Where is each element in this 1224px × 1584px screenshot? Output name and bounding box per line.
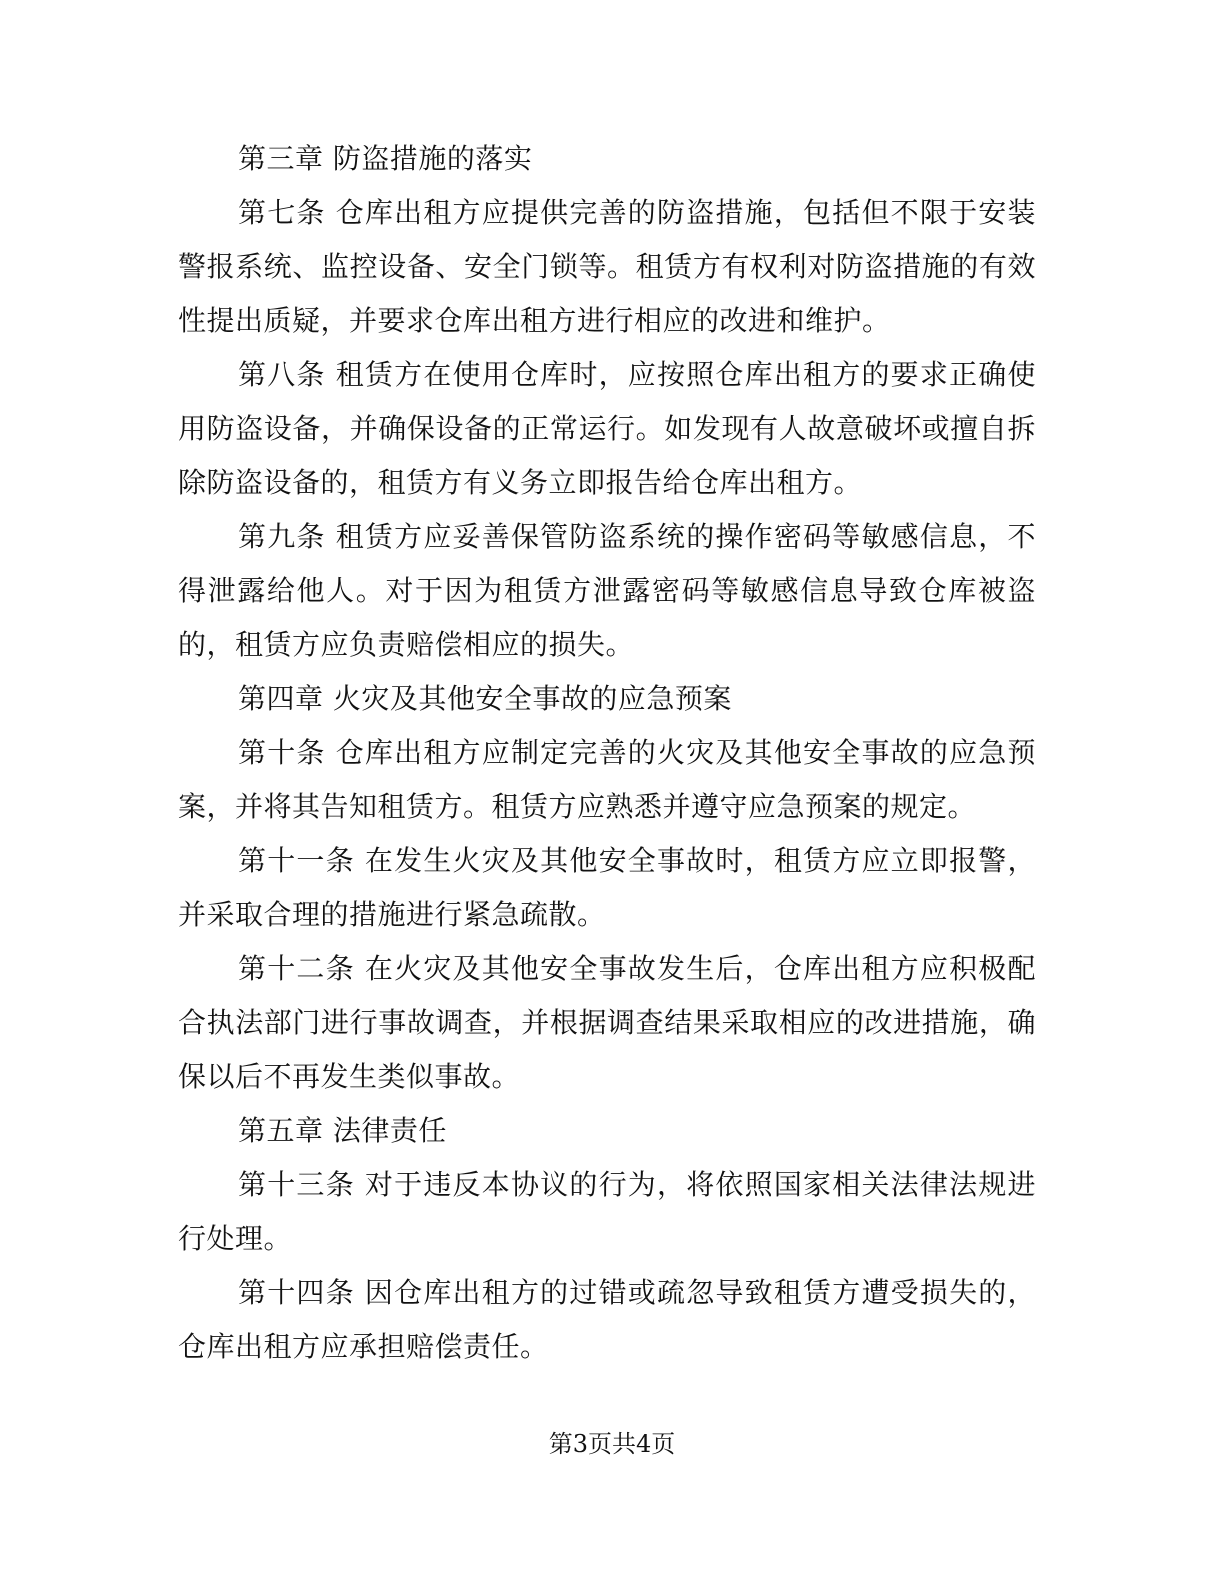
article-13: 第十三条 对于违反本协议的行为，将依照国家相关法律法规进行处理。 <box>178 1168 1036 1255</box>
chapter-heading-3: 第三章 防盗措施的落实 <box>238 142 533 175</box>
document-body <box>178 132 1036 1374</box>
chapter-heading-5: 第五章 法律责任 <box>238 1114 447 1147</box>
page-number-footer: 第3页共4页 <box>548 1430 676 1458</box>
article-9: 第九条 租赁方应妥善保管防盗系统的操作密码等敏感信息，不得泄露给他人。对于因为租赁方泄露密码等敏感信息导致仓库被盗的，租赁方应负责赔偿相应的损失。 <box>178 520 1036 661</box>
article-14: 第十四条 因仓库出租方的过错或疏忽导致租赁方遭受损失的，仓库出租方应承担赔偿责任。 <box>178 1276 1036 1363</box>
chapter-heading-4: 第四章 火灾及其他安全事故的应急预案 <box>238 682 732 715</box>
article-7: 第七条 仓库出租方应提供完善的防盗措施，包括但不限于安装警报系统、监控设备、安全门锁等。租赁方有权利对防盗措施的有效性提出质疑，并要求仓库出租方进行相应的改进和维护。 <box>178 196 1036 337</box>
article-11: 第十一条 在发生火灾及其他安全事故时，租赁方应立即报警，并采取合理的措施进行紧急疏散。 <box>178 844 1036 931</box>
article-12: 第十二条 在火灾及其他安全事故发生后，仓库出租方应积极配合执法部门进行事故调查，并根据调查结果采取相应的改进措施，确保以后不再发生类似事故。 <box>178 952 1036 1093</box>
article-10: 第十条 仓库出租方应制定完善的火灾及其他安全事故的应急预案，并将其告知租赁方。租赁方应熟悉并遵守应急预案的规定。 <box>178 736 1036 823</box>
article-8: 第八条 租赁方在使用仓库时，应按照仓库出租方的要求正确使用防盗设备，并确保设备的正常运行。如发现有人故意破坏或擅自拆除防盗设备的，租赁方有义务立即报告给仓库出租方。 <box>178 358 1036 499</box>
